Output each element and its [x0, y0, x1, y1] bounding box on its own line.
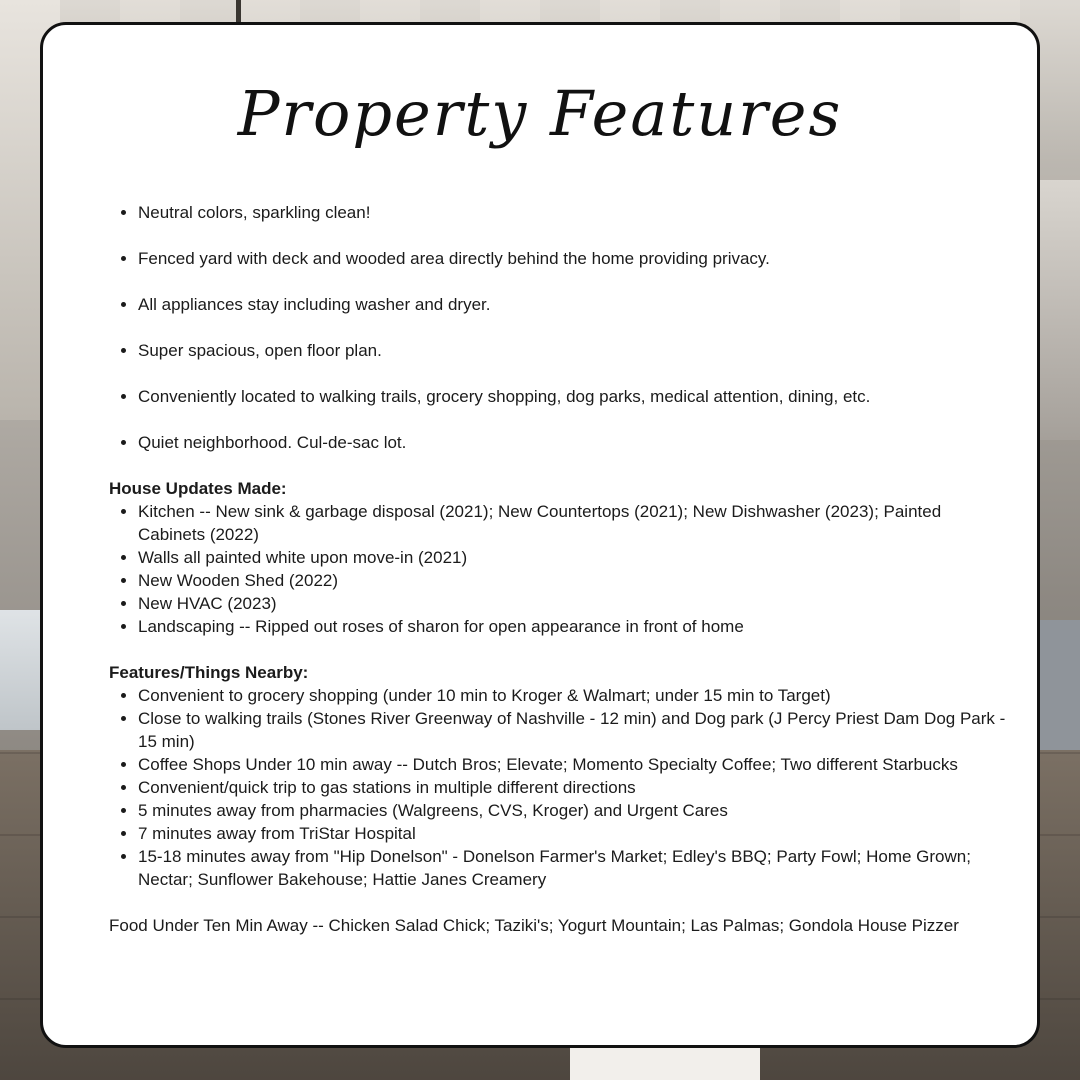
- list-item: • Conveniently located to walking trails, grocery shopping, dog parks, medical attention, dining, etc.: [138, 385, 1009, 408]
- list-item: • Quiet neighborhood. Cul-de-sac lot.: [138, 431, 1009, 454]
- list-item: • Walls all painted white upon move-in (2021): [138, 546, 1009, 569]
- nearby-heading: Features/Things Nearby:: [109, 663, 309, 682]
- list-item: • Neutral colors, sparkling clean!: [138, 201, 1009, 224]
- list-item: • Coffee Shops Under 10 min away -- Dutch Bros; Elevate; Momento Specialty Coffee; Two different Starbucks: [138, 753, 1009, 776]
- list-item: • New HVAC (2023): [138, 592, 1009, 615]
- list-item: • Fenced yard with deck and wooded area directly behind the home providing privacy.: [138, 247, 1009, 270]
- list-item: • 7 minutes away from TriStar Hospital: [138, 822, 1009, 845]
- list-item: • All appliances stay including washer and dryer.: [138, 293, 1009, 316]
- list-item: • New Wooden Shed (2022): [138, 569, 1009, 592]
- highlights-list: [109, 201, 1009, 454]
- nearby-list: [109, 684, 1009, 891]
- background-chair: [0, 610, 45, 730]
- updates-list: [109, 500, 1009, 638]
- updates-heading: House Updates Made:: [109, 479, 287, 498]
- list-item: • Landscaping -- Ripped out roses of sharon for open appearance in front of home: [138, 615, 1009, 638]
- features-content: [109, 201, 1009, 937]
- list-item: • 15-18 minutes away from "Hip Donelson" - Donelson Farmer's Market; Edley's BBQ; Party Fowl; Home Grown; Nectar; Sunflower Bakehouse; Hattie Janes Creamery: [138, 845, 1009, 891]
- background-chandelier-chain: [236, 0, 241, 22]
- features-card: [40, 22, 1040, 1048]
- list-item: • 5 minutes away from pharmacies (Walgreens, CVS, Kroger) and Urgent Cares: [138, 799, 1009, 822]
- list-item: • Kitchen -- New sink & garbage disposal (2021); New Countertops (2021); New Dishwasher (2023); Painted Cabinets (2022): [138, 500, 1009, 546]
- list-item: • Convenient/quick trip to gas stations in multiple different directions: [138, 776, 1009, 799]
- food-nearby-line: Food Under Ten Min Away -- Chicken Salad Chick; Taziki's; Yogurt Mountain; Las Palmas; Gondola House Pizzer: [109, 916, 959, 935]
- list-item: • Convenient to grocery shopping (under 10 min to Kroger & Walmart; under 15 min to Target): [138, 684, 1009, 707]
- page-title: Property Features: [237, 77, 843, 150]
- list-item: • Super spacious, open floor plan.: [138, 339, 1009, 362]
- list-item: • Close to walking trails (Stones River Greenway of Nashville - 12 min) and Dog park (J Percy Priest Dam Dog Park - 15 min): [138, 707, 1009, 753]
